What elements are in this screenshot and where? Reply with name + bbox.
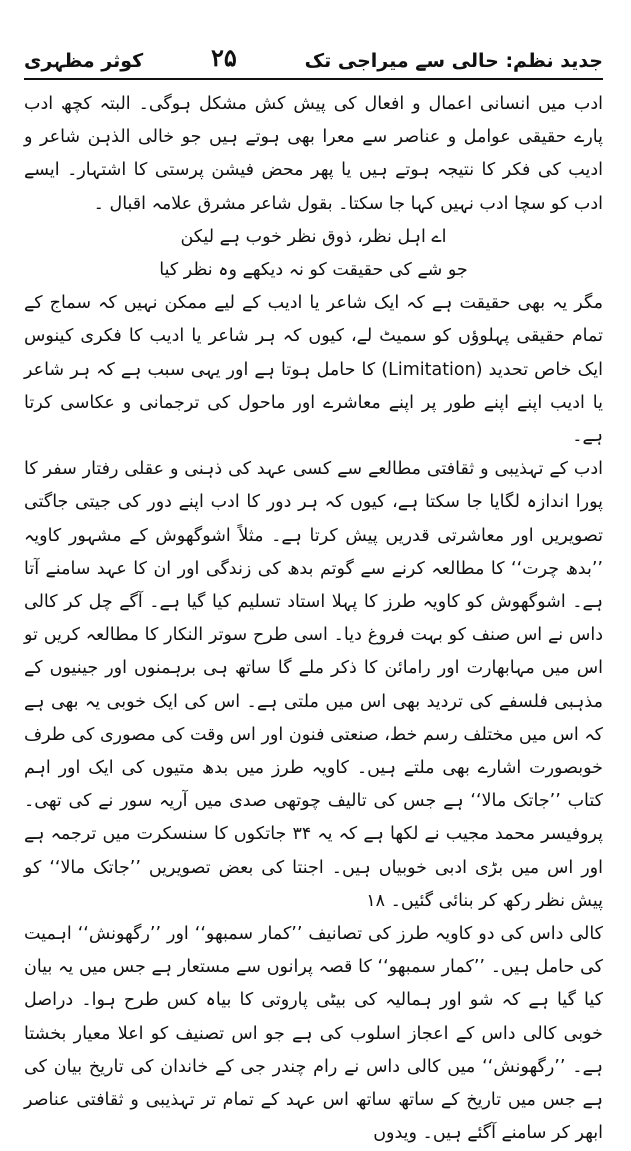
page-number: ۲۵ [211,43,237,72]
couplet-line-2: جو شے کی حقیقت کو نہ دیکھے وہ نظر کیا [159,260,468,281]
header-rule [24,78,603,80]
running-title: جدید نظم: حالی سے میراجی تک [304,50,603,72]
paragraph-4: کالی داس کی دو کاویہ طرز کی تصانیف ’’کمار سمبھو‘‘ اور ’’رگھونش‘‘ اہمیت کی حامل ہیں۔ ’’کمار سمبھو‘‘ کا قصہ پرانوں سے مستعار ہے جس میں یہ بیان کیا گیا ہے کہ شو اور ہمالیہ کی بیٹی پاروتی کا بیاہ کس طرح ہوا۔ دراصل خوبی کالی داس کے اعجاز اسلوب کی ہے جو اس تصنیف کو اعلا معیار بخشتا ہے۔ ’’رگھونش‘‘ میں کالی داس نے رام چندر جی کے خاندان کی تاریخ بیان کی ہے جس میں تاریخ کے ساتھ ساتھ اس عہد کے تمام تر تہذیبی و ثقافتی عناصر ابھر کر سامنے آگئے ہیں۔ ویدوں [24,924,603,1144]
page-body [24,88,603,1151]
paragraph-2: مگر یہ بھی حقیقت ہے کہ ایک شاعر یا ادیب کے لیے ممکن نہیں کہ سماج کے تمام حقیقی پہلوؤں کو سمیٹ لے، کیوں کہ ہر شاعر یا ادیب کا فکری کینوس ایک خاص تحدید (Limitation) کا حامل ہوتا ہے اور یہی سبب ہے کہ ہر شاعر یا ادیب اپنے اپنے طور پر اپنے معاشرے اور ماحول کی ترجمانی و عکاسی کرتا ہے۔ [24,293,603,447]
page-header [24,30,603,72]
author-name: کوثر مظہری [24,50,144,72]
paragraph-1: ادب میں انسانی اعمال و افعال کی پیش کش مشکل ہوگی۔ البتہ کچھ ادب پارے حقیقی عوامل و عناصر سے معرا بھی ہوتے ہیں جو خالی الذہن شاعر و ادیب کی فکر کا نتیجہ ہوتے ہیں یا پھر محض فیشن پرستی کا اشتہار۔ ایسے ادب کو سچا ادب نہیں کہا جا سکتا۔ بقول شاعر مشرق علامہ اقبال ۔ [24,94,603,214]
paragraph-3: ادب کے تہذیبی و ثقافتی مطالعے سے کسی عہد کی ذہنی و عقلی رفتار سفر کا پورا اندازہ لگایا جا سکتا ہے، کیوں کہ ہر دور کا ادب اپنے دور کی جیتی جاگتی تصویریں اور معاشرتی قدریں پیش کرتا ہے۔ مثلاً اشوگھوش کے مشہور کاویہ ’’بدھ چرت‘‘ کا مطالعہ کرنے سے گوتم بدھ کی زندگی اور ان کا عہد سامنے آتا ہے۔ اشوگھوش کو کاویہ طرز کا پہلا استاد تسلیم کیا گیا ہے۔ آگے چل کر کالی داس نے اس صنف کو بہت فروغ دیا۔ اسی طرح سوتر النکار کا مطالعہ کریں تو اس میں مہابھارت اور رامائن کا ذکر ملے گا ساتھ ہی برہمنوں اور جینیوں کے مذہبی فلسفے کی تردید بھی اس میں ملتی ہے۔ اس کی ایک خوبی یہ بھی ہے کہ اس میں مختلف رسم خط، صنعتی فنون اور اس وقت کی مصوری کی طرف خوبصورت اشارے بھی ملتے ہیں۔ کاویہ طرز میں بدھ متیوں کی ایک اور اہم کتاب ’’جاتک مالا‘‘ ہے جس کی تالیف چوتھی صدی میں آریہ سور نے کی تھی۔ پروفیسر محمد مجیب نے لکھا ہے کہ یہ ۳۴ جاتکوں کا سنسکرت میں ترجمہ ہے اور اس میں بڑی ادبی خوبیاں ہیں۔ اجنتا کی بعض تصویریں ’’جاتک مالا‘‘ کو پیش نظر رکھ کر بنائی گئیں۔ ۱۸ [24,459,603,911]
couplet-line-1: اے اہل نظر، ذوق نظر خوب ہے لیکن [180,226,447,247]
